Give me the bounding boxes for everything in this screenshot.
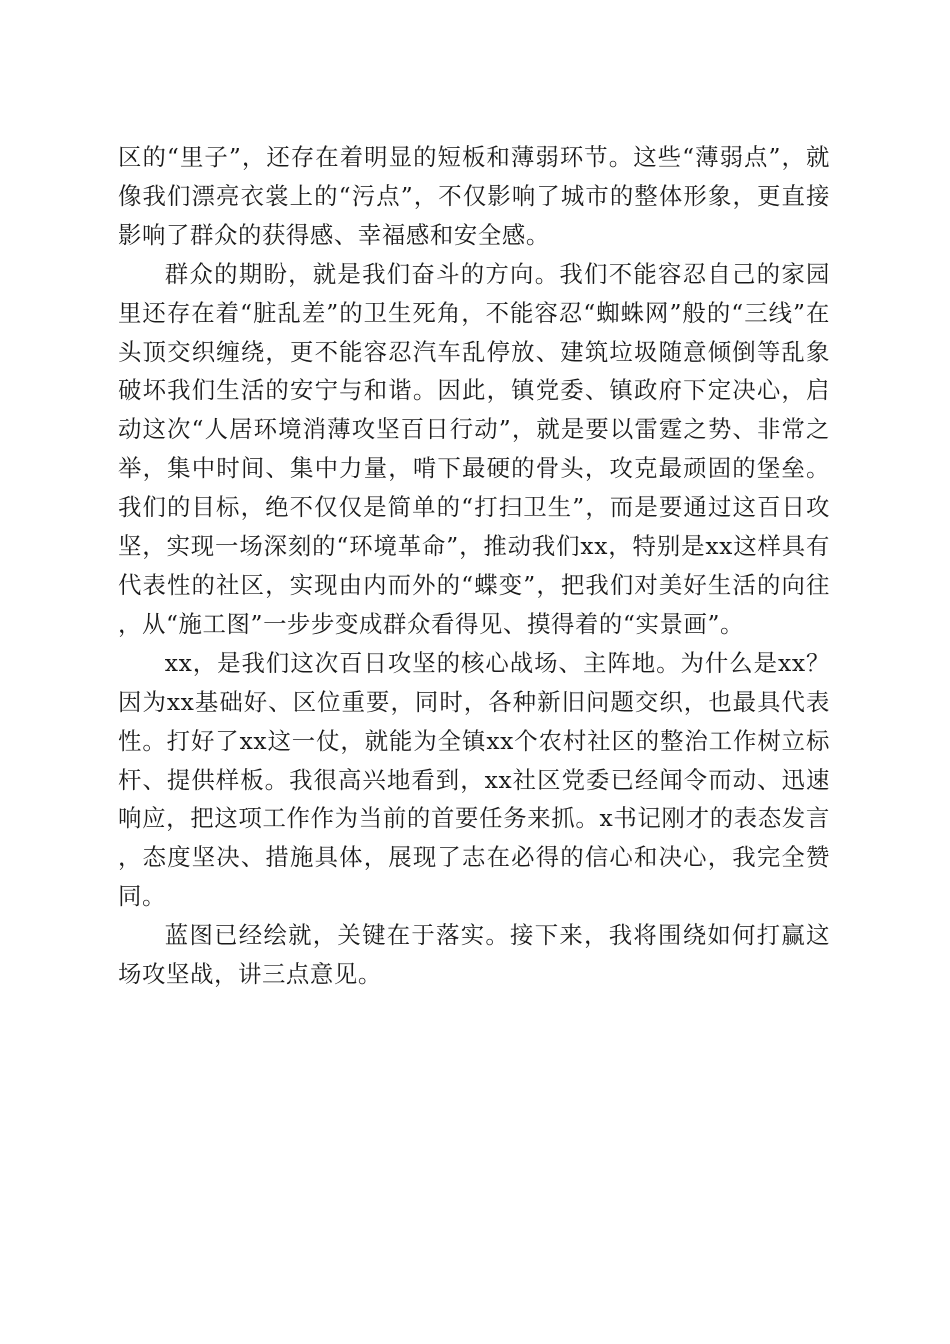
paragraph-expectation: 群众的期盼，就是我们奋斗的方向。我们不能容忍自己的家园里还存在着“脏乱差”的卫生死角，不能容忍“蜘蛛网”般的“三线”在头顶交织缠绕，更不能容忍汽车乱停放、建筑垃圾随意倾倒等乱象破坏我们生活的安宁与和谐。因此，镇党委、镇政府下定决心，启动这次“人居环境消薄攻坚百日行动”，就是要以雷霆之势、非常之举，集中时间、集中力量，啃下最硬的骨头，攻克最顽固的堡垒。我们的目标，绝不仅仅是简单的“打扫卫生”，而是要通过这百日攻坚，实现一场深刻的“环境革命”，推动我们xx，特别是xx这样具有代表性的社区，实现由内而外的“蝶变”，把我们对美好生活的向往，从“施工图”一步步变成群众看得见、摸得着的“实景画”。 — [118, 259, 830, 638]
paragraph-core-battlefield: xx，是我们这次百日攻坚的核心战场、主阵地。为什么是xx？因为xx基础好、区位重要，同时，各种新旧问题交织，也最具代表性。打好了xx这一仗，就能为全镇xx个农村社区的整治工作树立标杆、提供样板。我很高兴地看到，xx社区党委已经闻令而动、迅速响应，把这项工作作为当前的首要任务来抓。x书记刚才的表态发言，态度坚决、措施具体，展现了志在必得的信心和决心，我完全赞同。 — [118, 648, 830, 911]
paragraph-blueprint: 蓝图已经绘就，关键在于落实。接下来，我将围绕如何打赢这场攻坚战，讲三点意见。 — [118, 921, 830, 989]
document-body — [118, 138, 830, 994]
paragraph-continuation: 区的“里子”，还存在着明显的短板和薄弱环节。这些“薄弱点”，就像我们漂亮衣裳上的“污点”，不仅影响了城市的整体形象，更直接影响了群众的获得感、幸福感和安全感。 — [118, 143, 830, 249]
